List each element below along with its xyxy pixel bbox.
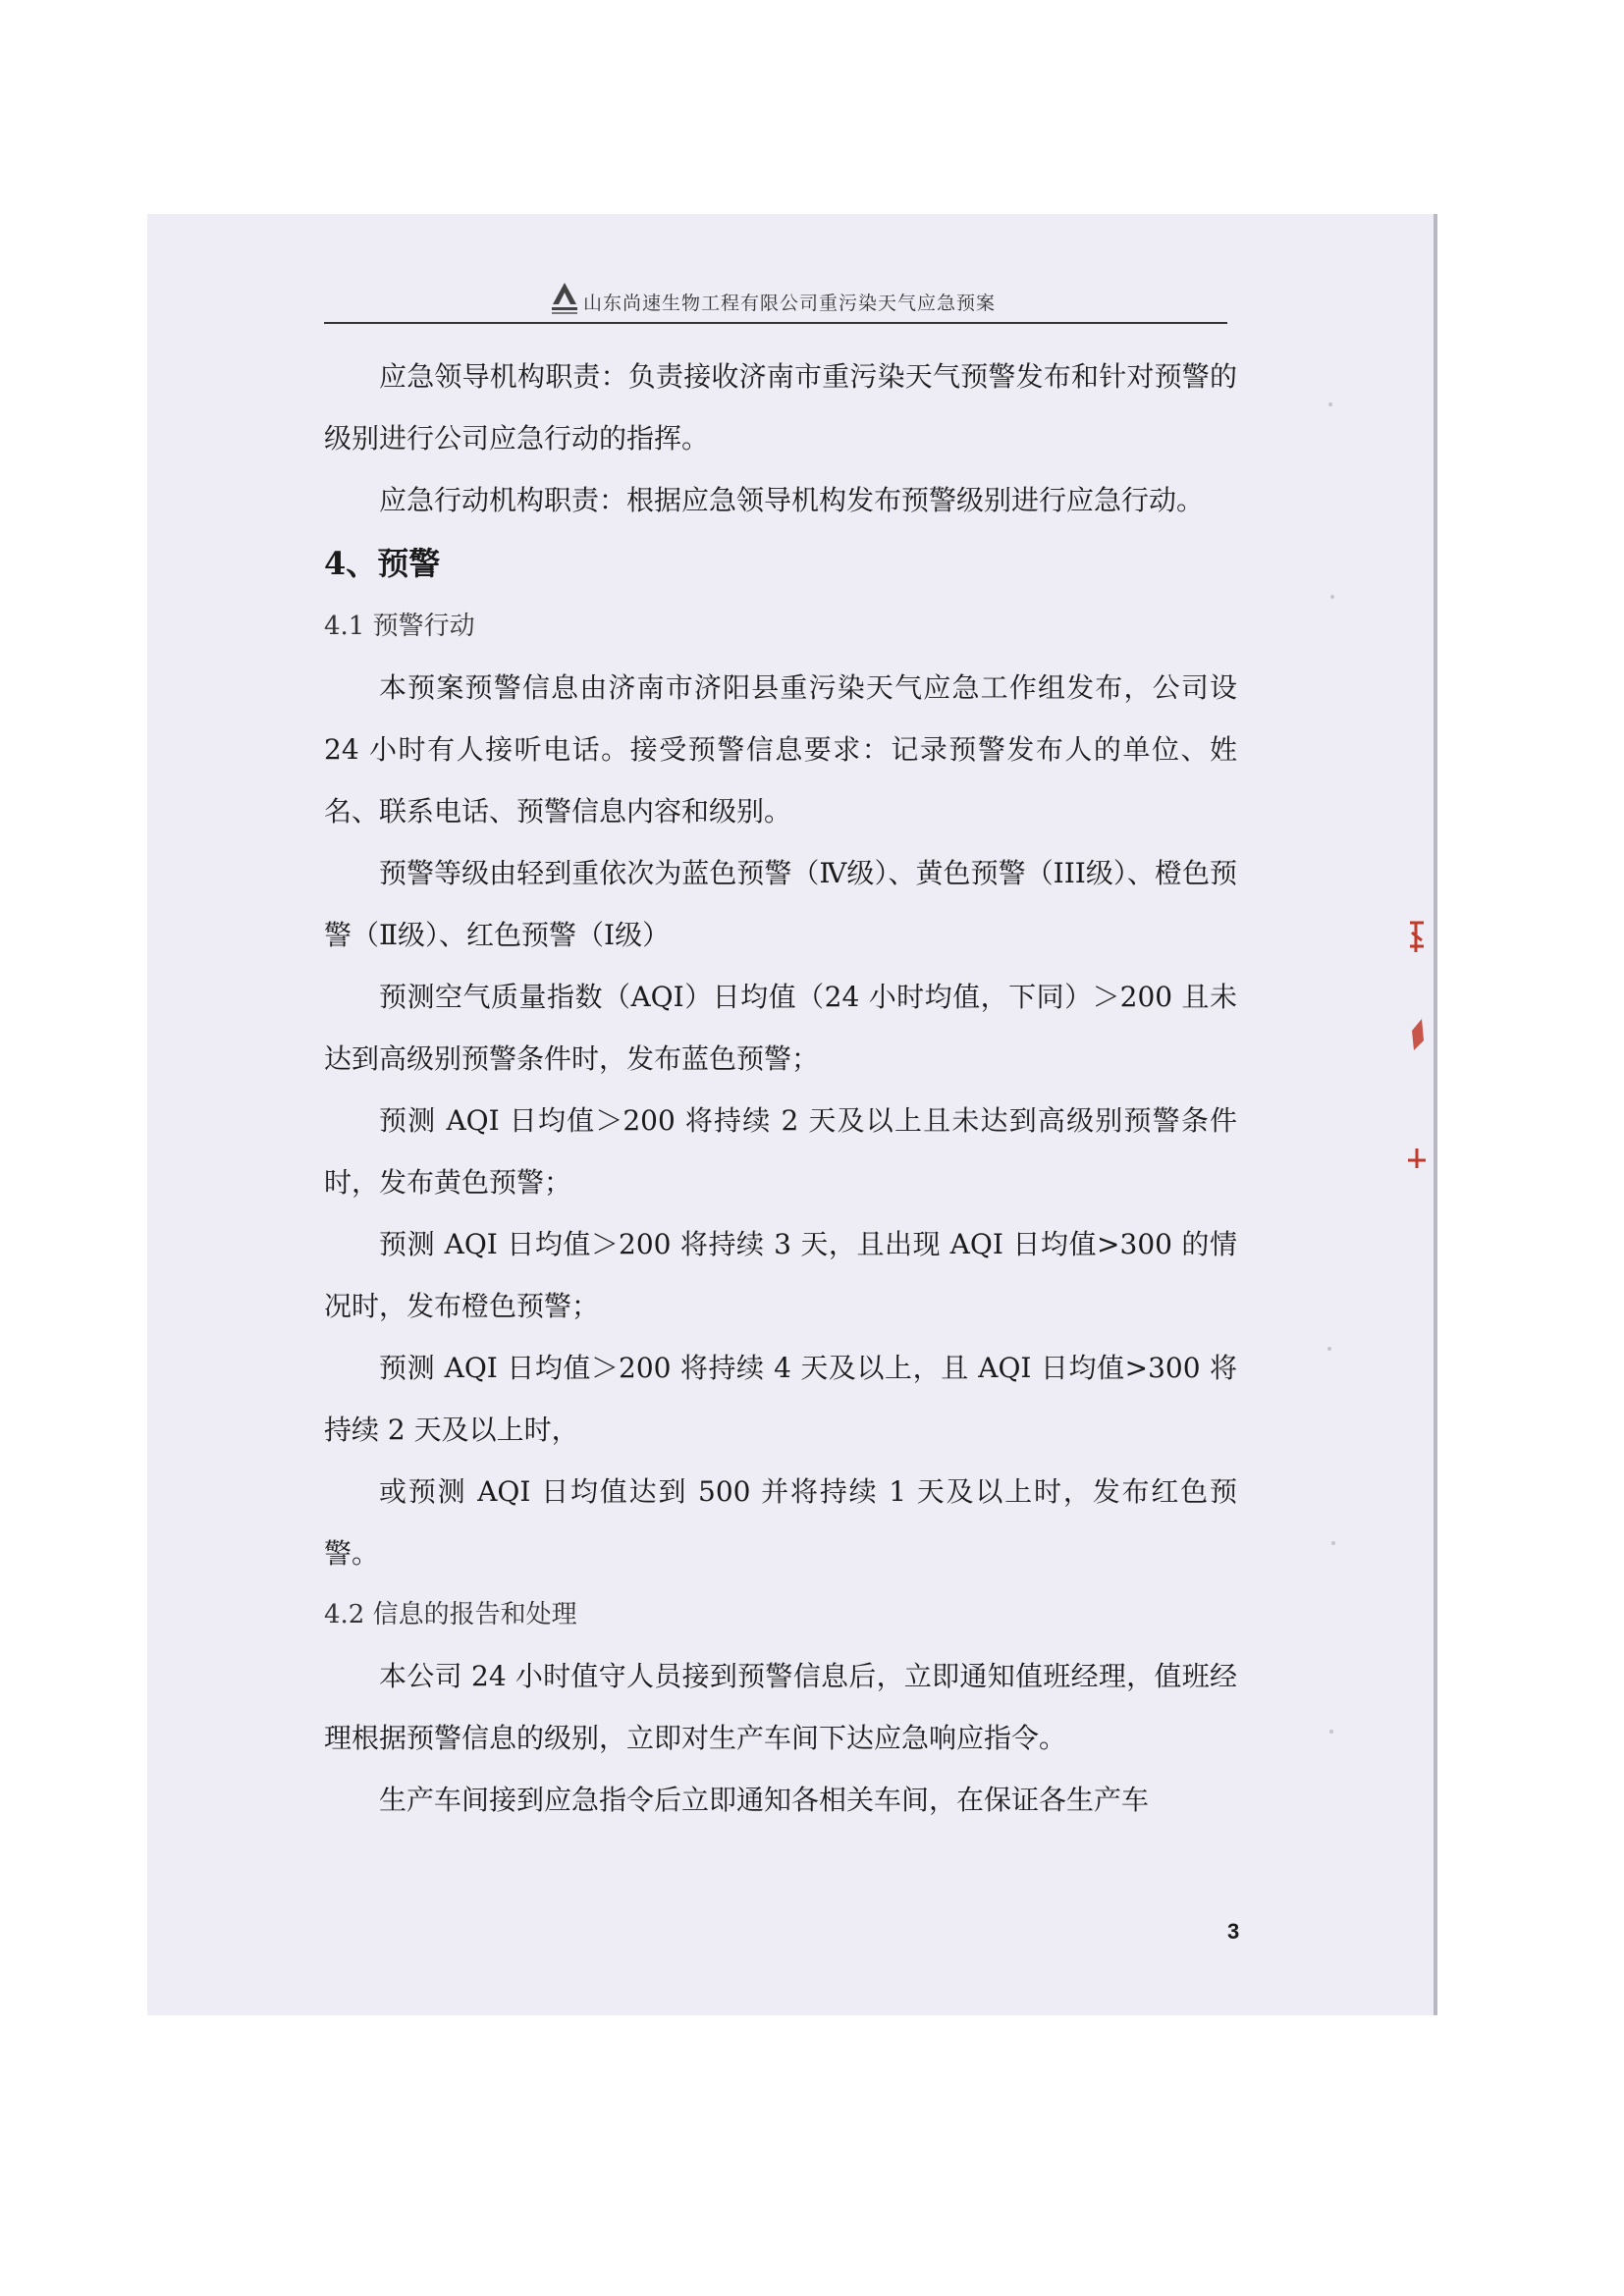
paragraph: 预测 AQI 日均值＞200 将持续 3 天，且出现 AQI 日均值>300 的情况时，发布橙色预警；	[324, 1228, 1237, 1322]
paragraph: 或预测 AQI 日均值达到 500 并将持续 1 天及以上时，发布红色预警。	[324, 1475, 1237, 1570]
scan-speck	[1327, 1347, 1331, 1351]
company-logo-icon	[550, 281, 579, 316]
header-title: 山东尚速生物工程有限公司重污染天气应急预案	[583, 293, 997, 314]
section-heading: 4、预警	[324, 545, 441, 582]
paragraph: 本预案预警信息由济南市济阳县重污染天气应急工作组发布，公司设 24 小时有人接听电话。接受预警信息要求：记录预警发布人的单位、姓名、联系电话、预警信息内容和级别。	[324, 671, 1237, 828]
scan-speck	[1328, 402, 1332, 406]
scan-speck	[1330, 595, 1334, 599]
page-header	[324, 277, 1227, 324]
paragraph: 预测空气质量指数（AQI）日均值（24 小时均值，下同）＞200 且未达到高级别预警条件时，发布蓝色预警；	[324, 981, 1237, 1075]
paragraph: 生产车间接到应急指令后立即通知各相关车间，在保证各生产车	[379, 1784, 1150, 1816]
red-seal-fragment	[1402, 903, 1432, 1198]
document-body	[324, 346, 1237, 1831]
scan-speck	[1329, 1730, 1333, 1734]
subsection-heading: 4.1 预警行动	[324, 612, 475, 641]
subsection-heading: 4.2 信息的报告和处理	[324, 1600, 577, 1629]
paragraph: 本公司 24 小时值守人员接到预警信息后，立即通知值班经理，值班经理根据预警信息的级别，立即对生产车间下达应急响应指令。	[324, 1660, 1237, 1754]
paragraph: 预测 AQI 日均值＞200 将持续 2 天及以上且未达到高级别预警条件时，发布黄色预警；	[324, 1104, 1237, 1199]
page-edge	[1434, 214, 1437, 2015]
paragraph: 应急行动机构职责：根据应急领导机构发布预警级别进行应急行动。	[379, 484, 1205, 516]
paragraph: 预警等级由轻到重依次为蓝色预警（Ⅳ级）、黄色预警（III级）、橙色预警（Ⅱ级）、红色预警（Ⅰ级）	[324, 857, 1237, 951]
paragraph: 预测 AQI 日均值＞200 将持续 4 天及以上，且 AQI 日均值>300 将持续 2 天及以上时，	[324, 1352, 1237, 1446]
paragraph: 应急领导机构职责：负责接收济南市重污染天气预警发布和针对预警的级别进行公司应急行动的指挥。	[324, 360, 1237, 454]
page-number: 3	[1227, 1919, 1240, 1944]
scan-speck	[1331, 1541, 1335, 1545]
